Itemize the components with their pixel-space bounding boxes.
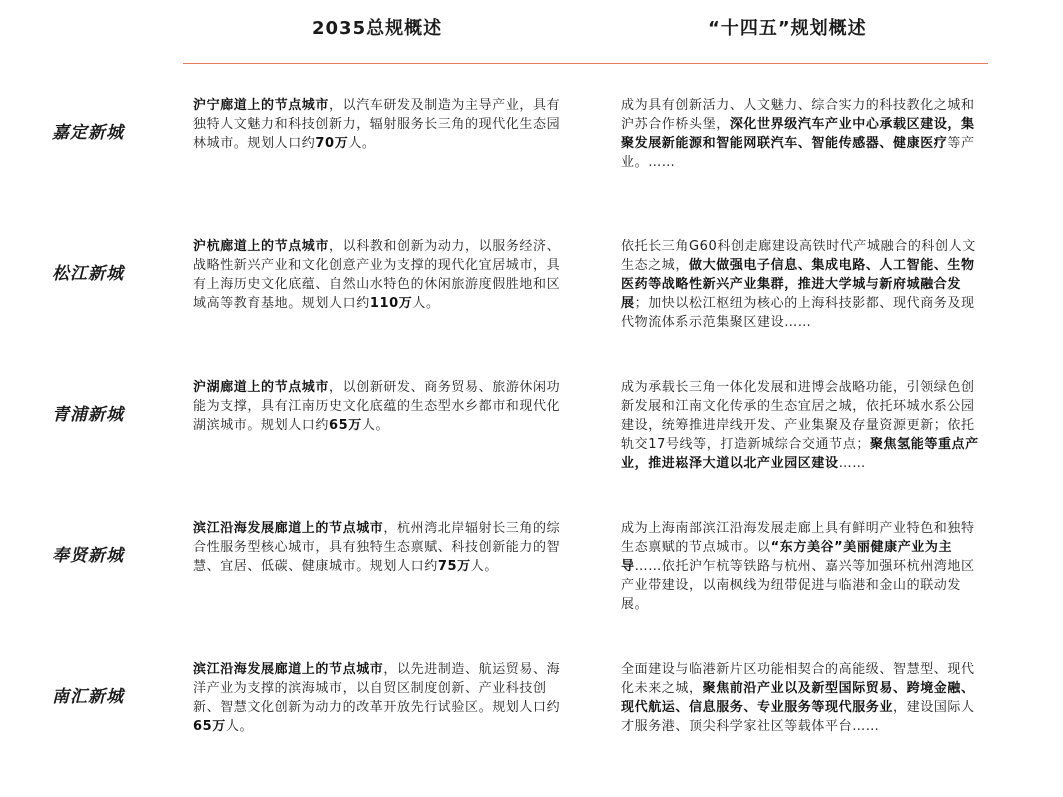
table-row-jiading (0, 90, 1063, 231)
table-header (0, 0, 1063, 40)
city-label: 奉贤新城 (52, 546, 124, 566)
body-text: 人。 (412, 296, 440, 311)
body-text: 人。 (470, 559, 498, 574)
body-text: ……依托沪乍杭等铁路与杭州、嘉兴等加强环杭州湾地区产业带建设，以南枫线为纽带促进与临港和金山的联动发展。 (621, 559, 975, 612)
highlight-text: 聚焦氢能等重点产业，推进崧泽大道以北产业园区建设 (621, 437, 979, 471)
overview-14th-five-year-cell (621, 519, 981, 614)
table-row-fengxian (0, 513, 1063, 654)
body-text: 全面建设与临港新片区功能相契合的高能级、智慧型、现代化未来之城， (621, 662, 975, 696)
body-text: ；加快以松江枢纽为核心的上海科技影都、现代商务及现代物流体系示范集聚区建设…… (621, 296, 975, 330)
highlight-text: 沪杭廊道上的节点城市 (193, 239, 330, 254)
body-text: 人。 (225, 719, 254, 734)
city-label: 嘉定新城 (52, 123, 124, 143)
city-label: 青浦新城 (52, 405, 124, 425)
highlight-text: 聚焦前沿产业以及新型国际贸易、跨境金融、现代航运、信息服务、专业服务等现代服务业 (621, 681, 975, 715)
overview-2035-cell (193, 96, 563, 153)
table-row-nanhui (0, 654, 1063, 795)
body-text: 依托长三角G60科创走廊建设高铁时代产城融合的科创人文生态之城， (621, 239, 976, 273)
body-text: 等产业。…… (621, 136, 975, 170)
overview-14th-five-year-cell (621, 378, 981, 473)
header-divider (183, 63, 988, 64)
body-text: 人。 (348, 136, 376, 151)
comparison-table (0, 90, 1063, 795)
highlight-text: 70万 (315, 136, 349, 151)
body-text: 成为上海南部滨江沿海发展走廊上具有鲜明产业特色和独特生态禀赋的节点城市。以 (621, 521, 975, 555)
overview-2035-cell (193, 378, 563, 435)
body-text: ，杭州湾北岸辐射长三角的综合性服务型核心城市，具有独特生态禀赋、科技创新能力的智慧、宜居、低碳、健康城市。规划人口约 (193, 521, 561, 574)
highlight-text: 深化世界级汽车产业中心承载区建设，集聚发展新能源和智能网联汽车、智能传感器、健康医疗 (621, 117, 975, 151)
body-text: ，建设国际人才服务港、顶尖科学家社区等载体平台…… (621, 700, 975, 734)
highlight-text: 滨江沿海发展廊道上的节点城市 (193, 662, 384, 677)
body-text: ，以科教和创新为动力，以服务经济、战略性新兴产业和文化创意产业为支撑的现代化宜居城市，具有上海历史文化底蕴、自然山水特色的休闲旅游度假胜地和区域高等教育基地。规划人口约 (193, 239, 561, 311)
highlight-text: 做大做强电子信息、集成电路、人工智能、生物医药等战略性新兴产业集群，推进大学城与新府城融合发展 (621, 258, 975, 311)
body-text: 人。 (361, 418, 390, 433)
overview-2035-cell (193, 237, 563, 313)
body-text: ，以创新研发、商务贸易、旅游休闲功能为支撑，具有江南历史文化底蕴的生态型水乡都市和现代化湖滨城市。规划人口约 (193, 380, 561, 433)
highlight-text: 65万 (329, 418, 362, 433)
overview-2035-cell (193, 519, 563, 576)
overview-14th-five-year-cell (621, 96, 981, 172)
column-title-14th-five-year-plan: “十四五”规划概述 (708, 18, 867, 39)
table-row-qingpu (0, 372, 1063, 513)
body-text: 成为具有创新活力、人文魅力、综合实力的科技教化之城和沪苏合作桥头堡， (621, 98, 975, 132)
body-text: 成为承载长三角一体化发展和进博会战略功能，引领绿色创新发展和江南文化传承的生态宜居之城，依托环城水系公园建设，统筹推进岸线开发、产业集聚及存量资源更新；依托轨交17号线等，打造新城综合交通节点； (621, 380, 975, 452)
highlight-text: 110万 (369, 296, 413, 311)
highlight-text: 沪湖廊道上的节点城市 (193, 380, 330, 395)
body-text: …… (838, 456, 866, 471)
highlight-text: 75万 (437, 559, 471, 574)
highlight-text: 沪宁廊道上的节点城市 (193, 98, 330, 113)
highlight-text: “东方美谷”美丽健康产业为主导 (621, 540, 953, 574)
overview-14th-five-year-cell (621, 237, 981, 332)
overview-14th-five-year-cell (621, 660, 981, 736)
table-row-songjiang (0, 231, 1063, 372)
column-title-2035-plan: 2035总规概述 (312, 18, 443, 39)
highlight-text: 65万 (193, 719, 226, 734)
city-label: 松江新城 (52, 264, 124, 284)
body-text: ，以汽车研发及制造为主导产业，具有独特人文魅力和科技创新力，辐射服务长三角的现代化生态园林城市。规划人口约 (193, 98, 561, 151)
overview-2035-cell (193, 660, 563, 736)
highlight-text: 滨江沿海发展廊道上的节点城市 (193, 521, 384, 536)
city-label: 南汇新城 (52, 687, 124, 707)
body-text: ，以先进制造、航运贸易、海洋产业为支撑的滨海城市，以自贸区制度创新、产业科技创新、智慧文化创新为动力的改革开放先行试验区。规划人口约 (193, 662, 561, 715)
